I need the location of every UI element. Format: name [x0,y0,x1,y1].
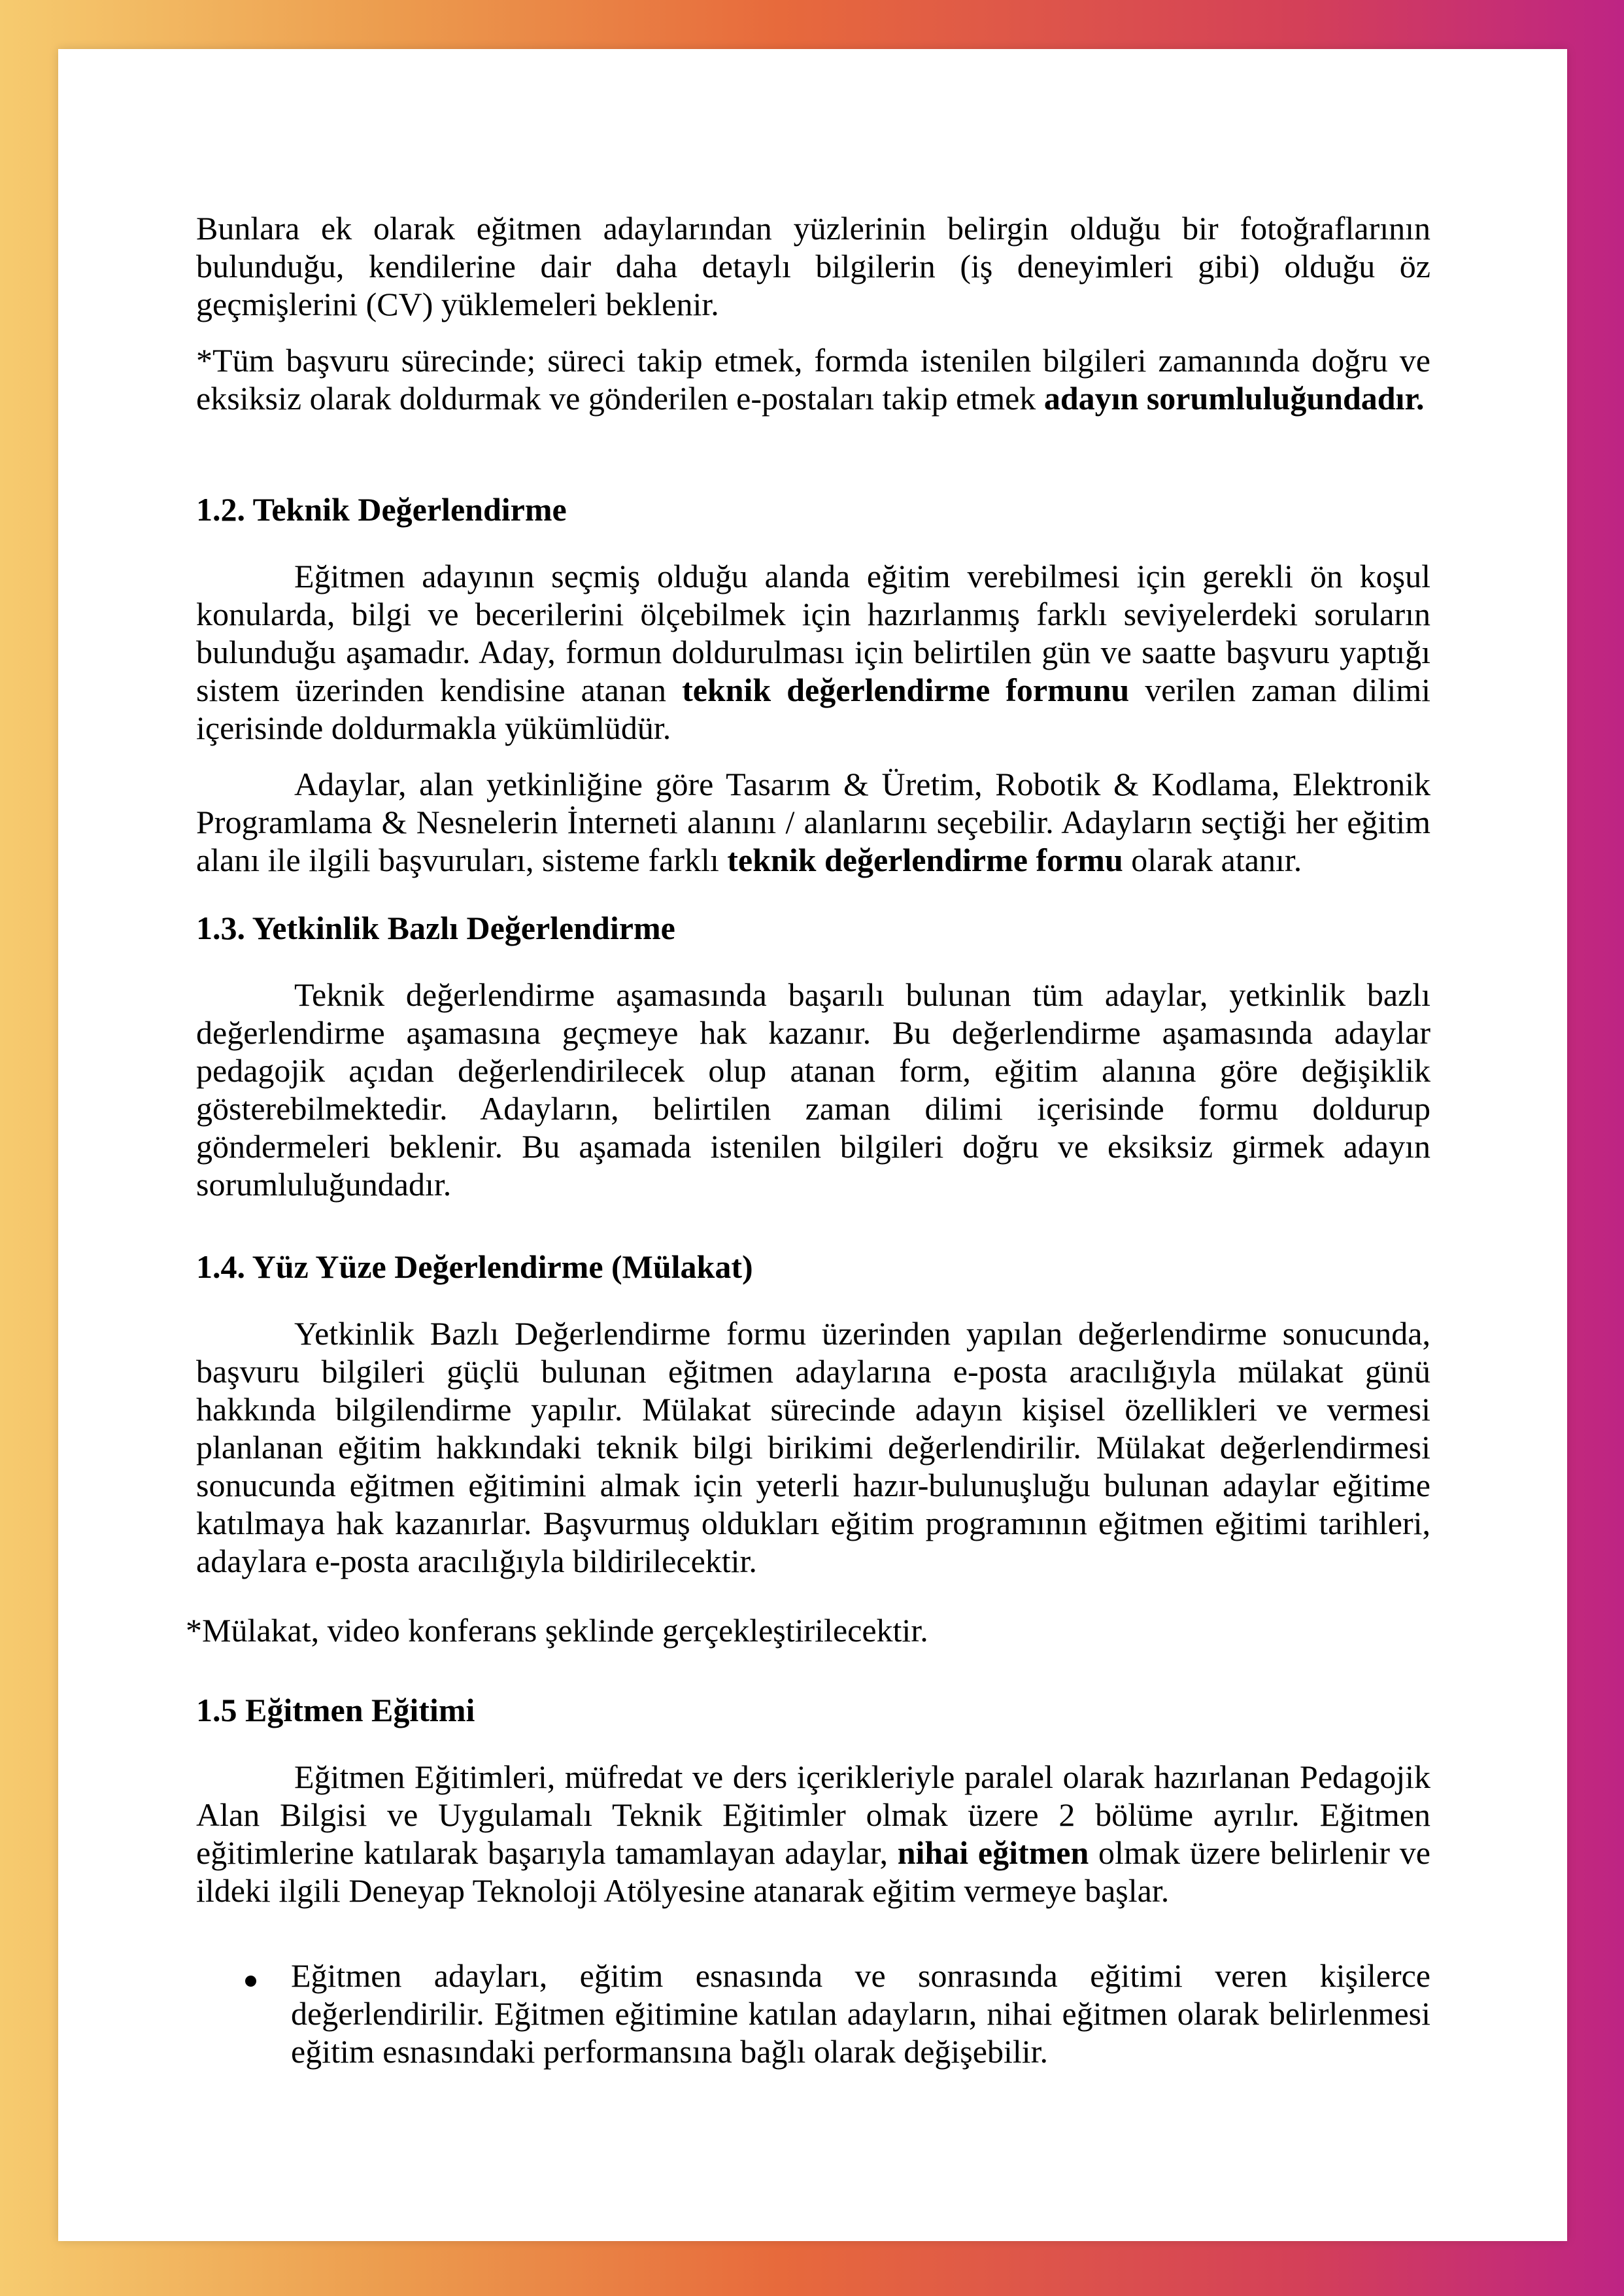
document-content [58,49,1567,2070]
section-1-2-paragraph-2: Adaylar, alan yetkinliğine göre Tasarım & Üretim, Robotik & Kodlama, Elektronik Programlama & Nesnelerin İnterneti alanını / alanlarını seçebilir. Adayların seçtiği her eğitim alanı ile ilgili başvuruları, sisteme farklı teknik değerlendirme formu olarak atanır. [196,766,1430,878]
section-1-5-paragraph: Eğitmen Eğitimleri, müfredat ve ders içerikleriyle paralel olarak hazırlanan Pedagojik Alan Bilgisi ve Uygulamalı Teknik Eğitimler olmak üzere 2 bölüme ayrılır. Eğitmen eğitimlerine katılarak başarıyla tamamlayan adaylar, nihai eğitmen olmak üzere belirlenir ve ildeki ilgili Deneyap Teknoloji Atölyesine atanarak eğitim vermeye başlar. [196,1758,1431,1909]
interview-video-note: *Mülakat, video konferans şeklinde gerçekleştirilecektir. [186,1612,928,1649]
application-responsibility-note: *Tüm başvuru sürecinde; süreci takip etmek, formda istenilen bilgileri zamanında doğru ve eksiksiz olarak doldurmak ve gönderilen e-postaları takip etmek adayın sorumluluğundadır. [196,342,1430,417]
section-heading-1-5: 1.5 Eğitmen Eğitimi [196,1692,475,1728]
bullet-text: Eğitmen adayları, eğitim esnasında ve sonrasında eğitimi veren kişilerce değerlendirilir. Eğitmen eğitimine katılan adayların, nihai eğitmen olarak belirlenmesi eğitim esnasındaki performansına bağlı olarak değişebilir. [291,1957,1430,2070]
section-1-2-paragraph-1: Eğitmen adayının seçmiş olduğu alanda eğitim verebilmesi için gerekli ön koşul konularda, bilgi ve becerilerini ölçebilmek için hazırlanmış farklı seviyelerdeki soruların bulunduğu aşamadır. Aday, formun doldurulması için belirtilen gün ve saatte başvuru yaptığı sistem üzerinden kendisine atanan teknik değerlendirme formunu verilen zaman dilimi içerisinde doldurmakla yükümlüdür. [196,558,1431,746]
section-heading-1-3: 1.3. Yetkinlik Bazlı Değerlendirme [196,910,675,946]
bullet-icon [245,1957,291,2070]
trainer-evaluation-bullet [196,1957,1430,2070]
section-1-4-paragraph: Yetkinlik Bazlı Değerlendirme formu üzerinden yapılan değerlendirme sonucunda, başvuru bilgileri güçlü bulunan eğitmen adaylarına e-posta aracılığıyla mülakat günü hakkında bilgilendirme yapılır. Mülakat sürecinde adayın kişisel özellikleri ve vermesi planlanan eğitim hakkındaki teknik bilgi birikimi değerlendirilir. Mülakat değerlendirmesi sonucunda eğitmen eğitimini almak için yeterli hazır-bulunuşluğu bulunan adaylar eğitime katılmaya hak kazanırlar. Başvurmuş oldukları eğitim programının eğitmen eğitimi tarihleri, adaylara e-posta aracılığıyla bildirilecektir. [196,1315,1430,1579]
section-heading-1-2: 1.2. Teknik Değerlendirme [196,491,567,528]
document-page [58,49,1567,2241]
section-heading-1-4: 1.4. Yüz Yüze Değerlendirme (Mülakat) [196,1248,753,1285]
intro-paragraph: Bunlara ek olarak eğitmen adaylarından yüzlerinin belirgin olduğu bir fotoğraflarının bulunduğu, kendilerine dair daha detaylı bilgilerin (iş deneyimleri gibi) olduğu öz geçmişlerini (CV) yüklemeleri beklenir. [196,210,1430,322]
section-1-3-paragraph: Teknik değerlendirme aşamasında başarılı bulunan tüm adaylar, yetkinlik bazlı değerlendirme aşamasına geçmeye hak kazanır. Bu değerlendirme aşamasında adaylar pedagojik açıdan değerlendirilecek olup atanan form, eğitim alanına göre değişiklik gösterebilmektedir. Adayların, belirtilen zaman dilimi içerisinde formu doldurup göndermeleri beklenir. Bu aşamada istenilen bilgileri doğru ve eksiksiz girmek adayın sorumluluğundadır. [196,976,1430,1203]
